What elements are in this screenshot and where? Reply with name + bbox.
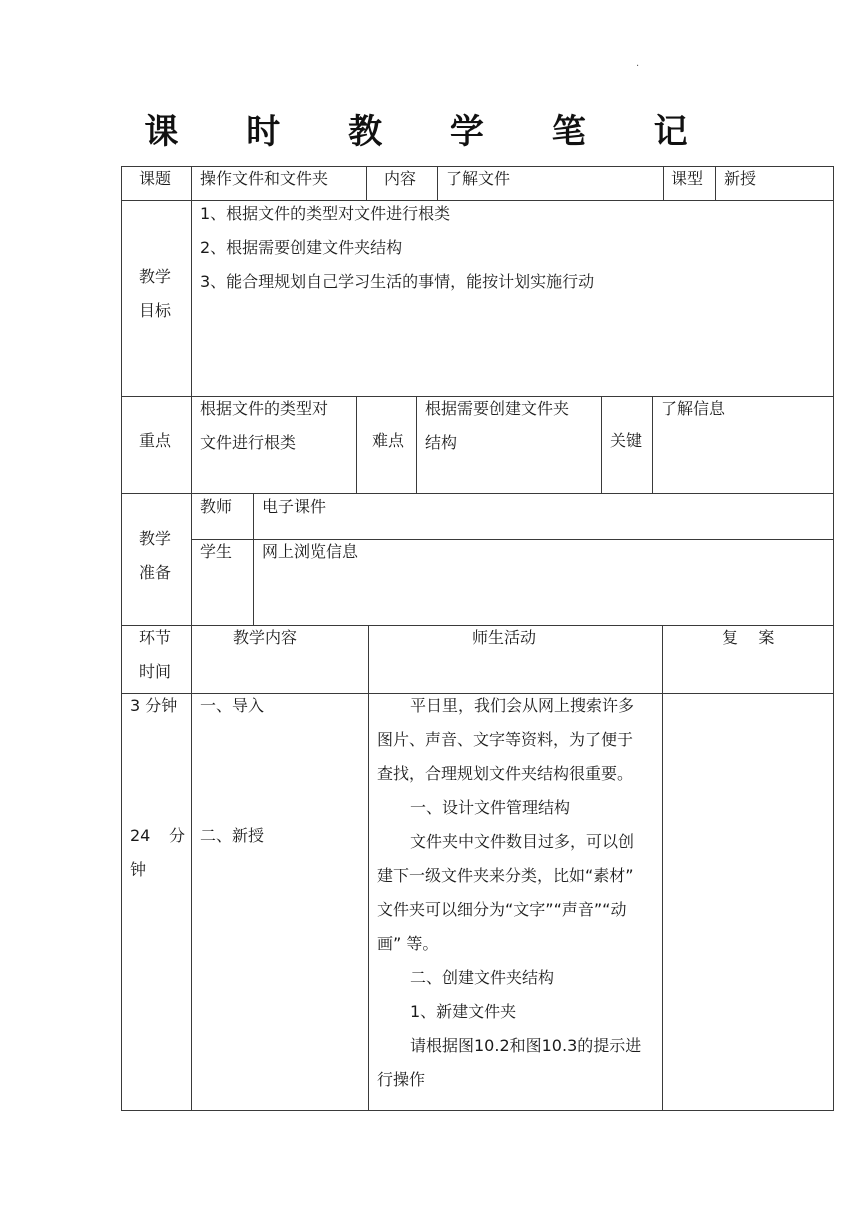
prep-label: 准备 xyxy=(139,563,172,582)
section-title: 一、导入 xyxy=(200,696,265,715)
content-label: 内容 xyxy=(384,169,417,188)
table-col-divider xyxy=(662,625,663,1111)
goals-label: 目标 xyxy=(139,301,172,320)
goal-item: 1、根据文件的类型对文件进行根类 xyxy=(200,204,451,223)
table-col-divider xyxy=(715,166,716,201)
student-value: 网上浏览信息 xyxy=(262,542,359,561)
topic-label: 课题 xyxy=(139,169,172,188)
table-col-divider xyxy=(652,396,653,494)
focus-value: 根据文件的类型对 xyxy=(200,399,329,418)
page-title: 课 时 教 学 笔 记 xyxy=(144,112,716,152)
goals-label: 教学 xyxy=(139,267,172,286)
topic-value: 操作文件和文件夹 xyxy=(200,169,329,188)
table-border-bottom xyxy=(121,1110,834,1111)
activity-line: 图片、声音、文字等资料，为了便于 xyxy=(377,730,634,749)
activity-line: 画” 等。 xyxy=(377,934,439,953)
key-label: 关键 xyxy=(610,431,643,450)
difficulty-value: 结构 xyxy=(425,433,458,452)
table-col-divider xyxy=(366,166,367,201)
section-title: 二、新授 xyxy=(200,826,265,845)
activity-line: 二、创建文件夹结构 xyxy=(410,968,555,987)
time-slot: 24 xyxy=(130,826,151,845)
activity-line: 行操作 xyxy=(377,1070,426,1089)
goal-item: 2、根据需要创建文件夹结构 xyxy=(200,238,403,257)
activity-line: 查找，合理规划文件夹结构很重要。 xyxy=(377,764,634,783)
header-stage: 环节 xyxy=(139,628,172,647)
header-review: 复 案 xyxy=(722,628,775,647)
time-slot: 钟 xyxy=(130,860,147,879)
focus-label: 重点 xyxy=(139,431,172,450)
table-col-divider xyxy=(253,493,254,626)
table-col-divider xyxy=(368,625,369,1111)
teacher-value: 电子课件 xyxy=(262,497,327,516)
time-slot: 分 xyxy=(169,826,186,845)
difficulty-value: 根据需要创建文件夹 xyxy=(425,399,570,418)
activity-line: 1、新建文件夹 xyxy=(410,1002,517,1021)
activity-line: 文件夹中文件数目过多，可以创 xyxy=(410,832,635,851)
time-slot: 3 分钟 xyxy=(130,696,178,715)
teacher-label: 教师 xyxy=(200,497,233,516)
activity-line: 文件夹可以细分为“文字”“声音”“动 xyxy=(377,900,627,919)
table-col-divider xyxy=(416,396,417,494)
type-label: 课型 xyxy=(671,169,704,188)
activity-line: 一、设计文件管理结构 xyxy=(410,798,571,817)
header-content: 教学内容 xyxy=(233,628,298,647)
table-border-right xyxy=(833,166,834,1111)
type-value: 新授 xyxy=(724,169,757,188)
goal-item: 3、能合理规划自己学习生活的事情，能按计划实施行动 xyxy=(200,272,595,291)
content-value: 了解文件 xyxy=(446,169,511,188)
student-label: 学生 xyxy=(200,542,233,561)
header-time: 时间 xyxy=(139,662,172,681)
header-activity: 师生活动 xyxy=(472,628,537,647)
prep-label: 教学 xyxy=(139,529,172,548)
table-border-left xyxy=(121,166,122,1111)
activity-line: 建下一级文件夹来分类，比如“素材” xyxy=(377,866,634,885)
activity-line: 请根据图10.2和图10.3的提示进 xyxy=(410,1036,642,1055)
table-col-divider xyxy=(437,166,438,201)
difficulty-label: 难点 xyxy=(372,431,405,450)
table-col-divider xyxy=(601,396,602,494)
key-value: 了解信息 xyxy=(661,399,726,418)
corner-mark: . xyxy=(636,58,640,69)
table-col-divider xyxy=(356,396,357,494)
activity-line: 平日里，我们会从网上搜索许多 xyxy=(410,696,635,715)
table-col-divider xyxy=(191,166,192,1111)
focus-value: 文件进行根类 xyxy=(200,433,297,452)
table-col-divider xyxy=(663,166,664,201)
